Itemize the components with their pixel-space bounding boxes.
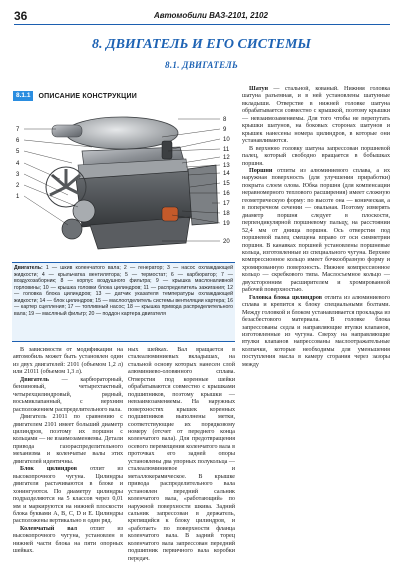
left-callouts bbox=[16, 127, 20, 200]
caption-text: 1 — шкив коленчатого вала; 2 — генератор; 3 — насос охлаждающей жидкости; 4 — крыльчатка вентилятора; 5 — термостат; 6 — карбюратор; 7 — воздухозаборник; 8 — корпус воздушного фильтра; 9 — крышка маслоналивной горловины; 10 — крышка головки блока цилиндров; 11 — распределитель зажигания; 12 — головка блока цилиндров; 13 — датчик указателя температуры охлаждающей жидкости; 14 — блок цилиндров; 15 — маслоотделитель системы вентиляции картера; 16 — картер сцепления; 17 — топливный насос; 18 — крышка привода распределительного вала; 19 — масляный фильтр; 20 — поддон картера двигателя bbox=[14, 265, 233, 317]
right-column bbox=[242, 86, 390, 562]
paragraph: В зависимости от модификации на автомобиль может быть установлен один из двух двигателей: 2101 (объемом 1,2 л) или 21011 (объемом 1,3 л). bbox=[13, 347, 123, 376]
callout-15: 15 bbox=[223, 181, 230, 187]
callout-19: 19 bbox=[223, 221, 230, 227]
subsection-heading bbox=[13, 91, 137, 101]
paragraph: В верхнюю головку шатуна запрессован поршневой палец, который свободно вращается в бобышках поршня. bbox=[242, 145, 390, 167]
callout-9: 9 bbox=[223, 127, 227, 133]
paragraph: Шатун — стальной, кованый. Нижняя головка шатуна разъемная, и в ней установлены шатунные вкладыши. Отверстие в нижней головке шатуна обрабатывается совместно с крышкой, поэтому крышки — невзаимозаменяемы. Для того чтобы не перепутать крышки шатунов, на боковых сторонах шатунов и крышек нанесены номера цилиндров, в которые они устанавливаются. bbox=[242, 86, 390, 145]
page-header bbox=[14, 9, 390, 25]
subsection-title: ОПИСАНИЕ КОНСТРУКЦИИ bbox=[38, 92, 137, 100]
figure-caption bbox=[12, 262, 235, 342]
caption-lead: Двигатель: bbox=[14, 265, 43, 271]
callout-18: 18 bbox=[223, 211, 230, 217]
callout-6: 6 bbox=[16, 138, 20, 144]
subsection-number: 8.1.1 bbox=[13, 91, 33, 101]
air-intake bbox=[52, 125, 82, 137]
callout-16: 16 bbox=[223, 191, 230, 197]
header-rule bbox=[14, 24, 390, 25]
paragraph: Коленчатый вал отлит из высокопрочного чугуна, установлен в нижней части блока на пяти опорных шейках. bbox=[13, 525, 123, 555]
callout-11: 11 bbox=[223, 147, 230, 153]
callout-13: 13 bbox=[223, 163, 230, 169]
paragraph: Головка блока цилиндров отлита из алюминиевого сплава и крепится к блоку специальными болтами. Между головкой и блоком устанавливается прокладка из безасбестового материала. В головке блока запрессованы седла и направляющие втулки клапанов, изготовленные из чугуна. Сверху на направляющие втулки клапанов напрессованы маслоотражательные колпачки, которые необходимы для уменьшения поступления масла в камеру сгорания через зазоры между bbox=[242, 294, 390, 368]
left-column bbox=[13, 347, 123, 562]
callout-12: 12 bbox=[223, 155, 230, 161]
generator bbox=[73, 200, 95, 222]
engine-illustration bbox=[12, 107, 234, 257]
air-filter-housing bbox=[66, 117, 178, 149]
callout-14: 14 bbox=[223, 171, 230, 177]
callout-3: 3 bbox=[16, 172, 20, 178]
paragraph: Блок цилиндров отлит из высокопрочного чугуна. Цилиндры двигателя растачиваются в блоке и хонингуются. По диаметру цилиндры подразделяются на 5 классов через 0,01 мм и маркируются на нижней плоскости блока буквами А, B, C, D и E. Цилиндры расположены вертикально в один ряд. bbox=[13, 466, 123, 525]
oil-filter bbox=[162, 207, 178, 221]
callout-4: 4 bbox=[16, 161, 20, 167]
paragraph: Двигатель 21011 по сравнению с двигателем 2101 имеет больший диаметр цилиндров, поэтому их поршни с кольцами — не взаимозаменяемы. Детали привода газораспределительного механизма и коленчатые валы этих двигателей идентичны. bbox=[13, 414, 123, 465]
paragraph: ных шейках. Вал вращается в сталеалюминиевых вкладышах, на стальной основу которых нанесен слой алюминиево-оловянного сплава. Отверстия под коренные шейки обрабатываются совместно с крышками подшипников, поэтому крышки — невзаимозаменяемы. На наружных поверхностях крышек коренных подшипников выполнены метки, соответствующие их порядковому номеру (отсчет от переднего конца коленчатого вала). Для предотвращения осевого перемещения коленчатого вала в проточках его задней опоры установлены два упорных полукольца — сталеалюминиевое и металлокерамическое. В крышке привода распределительного вала установлен передний сальник коленчатого вала, «работающий» по наружной поверхности шкива. Задний сальник запрессован в держатель, крепящийся к блоку цилиндров, и «работает» по поверхности фланца коленчатого вала. В задний торец коленчатого вала запрессован передний подшипник первичного вала коробки передач. bbox=[128, 347, 235, 562]
right-callouts bbox=[223, 117, 230, 245]
middle-column bbox=[128, 347, 235, 562]
paragraph: Двигатель — карбюраторный, бензиновый, четырехтактный, четырехцилиндровый, рядный, восьмиклапанный, с верхним расположением распределительного вала. bbox=[13, 376, 123, 413]
callout-20: 20 bbox=[223, 239, 230, 245]
callout-5: 5 bbox=[16, 149, 20, 155]
callout-8: 8 bbox=[223, 117, 227, 123]
distributor bbox=[162, 141, 172, 159]
section-title: 8.1. ДВИГАТЕЛЬ bbox=[165, 60, 238, 70]
crankshaft-pulley bbox=[62, 219, 82, 239]
book-title: Автомобили ВАЗ-2101, 2102 bbox=[154, 11, 268, 20]
page-number: 36 bbox=[14, 9, 28, 23]
callout-10: 10 bbox=[223, 137, 230, 143]
callout-2: 2 bbox=[16, 183, 20, 189]
callout-1: 1 bbox=[16, 194, 20, 200]
chapter-title: 8. ДВИГАТЕЛЬ И ЕГО СИСТЕМЫ bbox=[92, 37, 311, 52]
callout-17: 17 bbox=[223, 201, 230, 207]
callout-7: 7 bbox=[16, 127, 20, 133]
paragraph: Поршни отлиты из алюминиевого сплава, а их наружная поверхность (для улучшения приработки) покрыта слоем олова. Юбка поршня (для компенсации неравномерного теплового расширения) имеет сложную геометрическую форму: по высоте она — коническая, а в поперечном сечении — овальная. Поэтому измерять диаметр поршня следует в плоскости, перпендикулярной поршневому пальцу, на расстоянии 52,4 мм от днища поршня. Ось отверстия под поршневой палец смещена вправо от оси симметрии поршня. В канавках поршней установлены поршневые кольца, изготовленные из специального чугуна. Верхнее компрессионное кольцо имеет бочкообразную форму и хромированную поверхность. Нижнее компрессионное кольцо — скребкового типа. Маслосъемное кольцо — двухсторонним расширителем и хромированной рабочей поверхностью. bbox=[242, 167, 390, 294]
